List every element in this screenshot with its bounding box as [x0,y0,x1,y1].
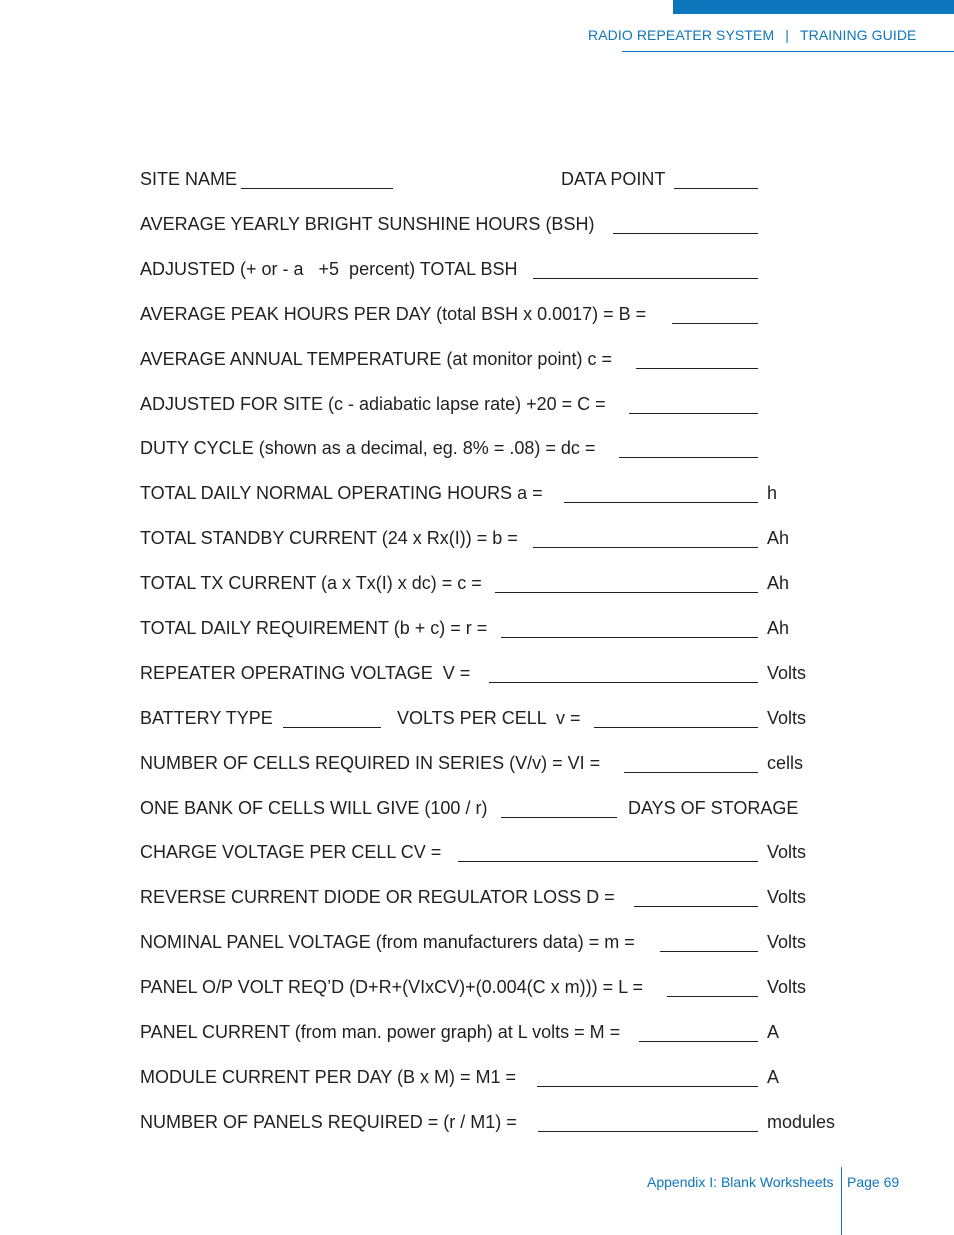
header-subtitle: TRAINING GUIDE [799,27,917,43]
row-bank-storage [140,796,860,820]
unit-operating-voltage: Volts [767,663,807,683]
label-bsh: AVERAGE YEARLY BRIGHT SUNSHINE HOURS (BSH) [140,214,595,234]
unit-tx-current: Ah [767,573,790,593]
label-panel-op-volt: PANEL O/P VOLT REQ’D (D+R+(VIxCV)+(0.004(C x m))) = L = [140,977,643,997]
label-adjusted-bsh: ADJUSTED (+ or - a +5 percent) TOTAL BSH [140,259,518,279]
row-nominal-panel [140,930,860,954]
unit-operating-hours: h [767,483,778,503]
blank-diode-loss[interactable] [634,906,758,907]
header-rule [622,51,954,52]
label-battery-type: BATTERY TYPE [140,708,273,728]
row-daily-requirement [140,616,860,640]
unit-panel-op-volt: Volts [767,977,807,997]
label-data-point: DATA POINT [561,169,666,189]
row-battery-type [140,706,860,730]
blank-nominal-panel[interactable] [660,951,758,952]
row-annual-temp [140,347,860,371]
blank-operating-voltage[interactable] [489,682,758,683]
row-peak-hours [140,302,860,326]
blank-duty-cycle[interactable] [619,457,758,458]
label-operating-hours: TOTAL DAILY NORMAL OPERATING HOURS a = [140,483,543,503]
blank-panels-required[interactable] [538,1131,758,1132]
unit-bank-storage: DAYS OF STORAGE [628,798,799,818]
row-charge-voltage [140,840,860,864]
blank-bsh[interactable] [613,233,758,234]
label-tx-current: TOTAL TX CURRENT (a x Tx(I) x dc) = c = [140,573,482,593]
label-adjusted-site: ADJUSTED FOR SITE (c - adiabatic lapse rate) +20 = C = [140,394,606,414]
row-panel-op-volt [140,975,860,999]
blank-daily-requirement[interactable] [501,637,758,638]
unit-daily-requirement: Ah [767,618,790,638]
row-panels-required [140,1110,860,1134]
row-operating-voltage [140,661,860,685]
row-standby-current [140,526,860,550]
blank-peak-hours[interactable] [672,323,758,324]
label-panel-current: PANEL CURRENT (from man. power graph) at L volts = M = [140,1022,621,1042]
blank-tx-current[interactable] [495,592,758,593]
label-site-name: SITE NAME [140,169,238,189]
unit-volts-per-cell: Volts [767,708,807,728]
unit-panel-current: A [767,1022,780,1042]
label-cells-series: NUMBER OF CELLS REQUIRED IN SERIES (V/v) = VI = [140,753,601,773]
label-daily-requirement: TOTAL DAILY REQUIREMENT (b + c) = r = [140,618,488,638]
header-accent-bar [673,0,954,14]
row-module-current [140,1065,860,1089]
running-header [588,27,917,43]
unit-standby-current: Ah [767,528,790,548]
blank-standby-current[interactable] [533,547,758,548]
blank-operating-hours[interactable] [564,502,758,503]
label-annual-temp: AVERAGE ANNUAL TEMPERATURE (at monitor point) c = [140,349,612,369]
blank-volts-per-cell[interactable] [594,727,758,728]
blank-cells-series[interactable] [624,772,758,773]
label-nominal-panel: NOMINAL PANEL VOLTAGE (from manufacturers data) = m = [140,932,635,952]
row-duty-cycle [140,436,860,460]
row-operating-hours [140,481,860,505]
blank-panel-current[interactable] [639,1041,758,1042]
label-diode-loss: REVERSE CURRENT DIODE OR REGULATOR LOSS D = [140,887,615,907]
label-module-current: MODULE CURRENT PER DAY (B x M) = M1 = [140,1067,517,1087]
page-number: Page 69 [847,1174,900,1190]
row-diode-loss [140,885,860,909]
row-site-name [140,167,860,191]
label-volts-per-cell: VOLTS PER CELL v = [397,708,581,728]
label-panels-required: NUMBER OF PANELS REQUIRED = (r / M1) = [140,1112,517,1132]
blank-annual-temp[interactable] [636,368,758,369]
blank-module-current[interactable] [537,1086,758,1087]
unit-charge-voltage: Volts [767,842,807,862]
row-adjusted-site [140,392,860,416]
blank-adjusted-bsh[interactable] [533,278,758,279]
footer-section: Appendix I: Blank Worksheets [647,1174,834,1190]
header-separator: | [785,27,789,43]
blank-site-name[interactable] [241,188,393,189]
row-adjusted-bsh [140,257,860,281]
label-duty-cycle: DUTY CYCLE (shown as a decimal, eg. 8% = .08) = dc = [140,438,596,458]
blank-adjusted-site[interactable] [629,413,758,414]
label-operating-voltage: REPEATER OPERATING VOLTAGE V = [140,663,471,683]
label-bank-storage: ONE BANK OF CELLS WILL GIVE (100 / r) [140,798,488,818]
label-peak-hours: AVERAGE PEAK HOURS PER DAY (total BSH x 0.0017) = B = [140,304,647,324]
label-charge-voltage: CHARGE VOLTAGE PER CELL CV = [140,842,442,862]
header-title: RADIO REPEATER SYSTEM [588,27,775,43]
blank-battery-type[interactable] [283,727,381,728]
unit-diode-loss: Volts [767,887,807,907]
blank-charge-voltage[interactable] [458,861,758,862]
label-standby-current: TOTAL STANDBY CURRENT (24 x Rx(I)) = b = [140,528,518,548]
blank-data-point[interactable] [674,188,758,189]
unit-panels-required: modules [767,1112,836,1132]
blank-bank-storage[interactable] [501,817,617,818]
row-cells-series [140,751,860,775]
blank-panel-op-volt[interactable] [667,996,758,997]
footer-divider [841,1167,842,1235]
unit-module-current: A [767,1067,780,1087]
row-bsh [140,212,860,236]
unit-nominal-panel: Volts [767,932,807,952]
row-panel-current [140,1020,860,1044]
unit-cells-series: cells [767,753,804,773]
row-tx-current [140,571,860,595]
